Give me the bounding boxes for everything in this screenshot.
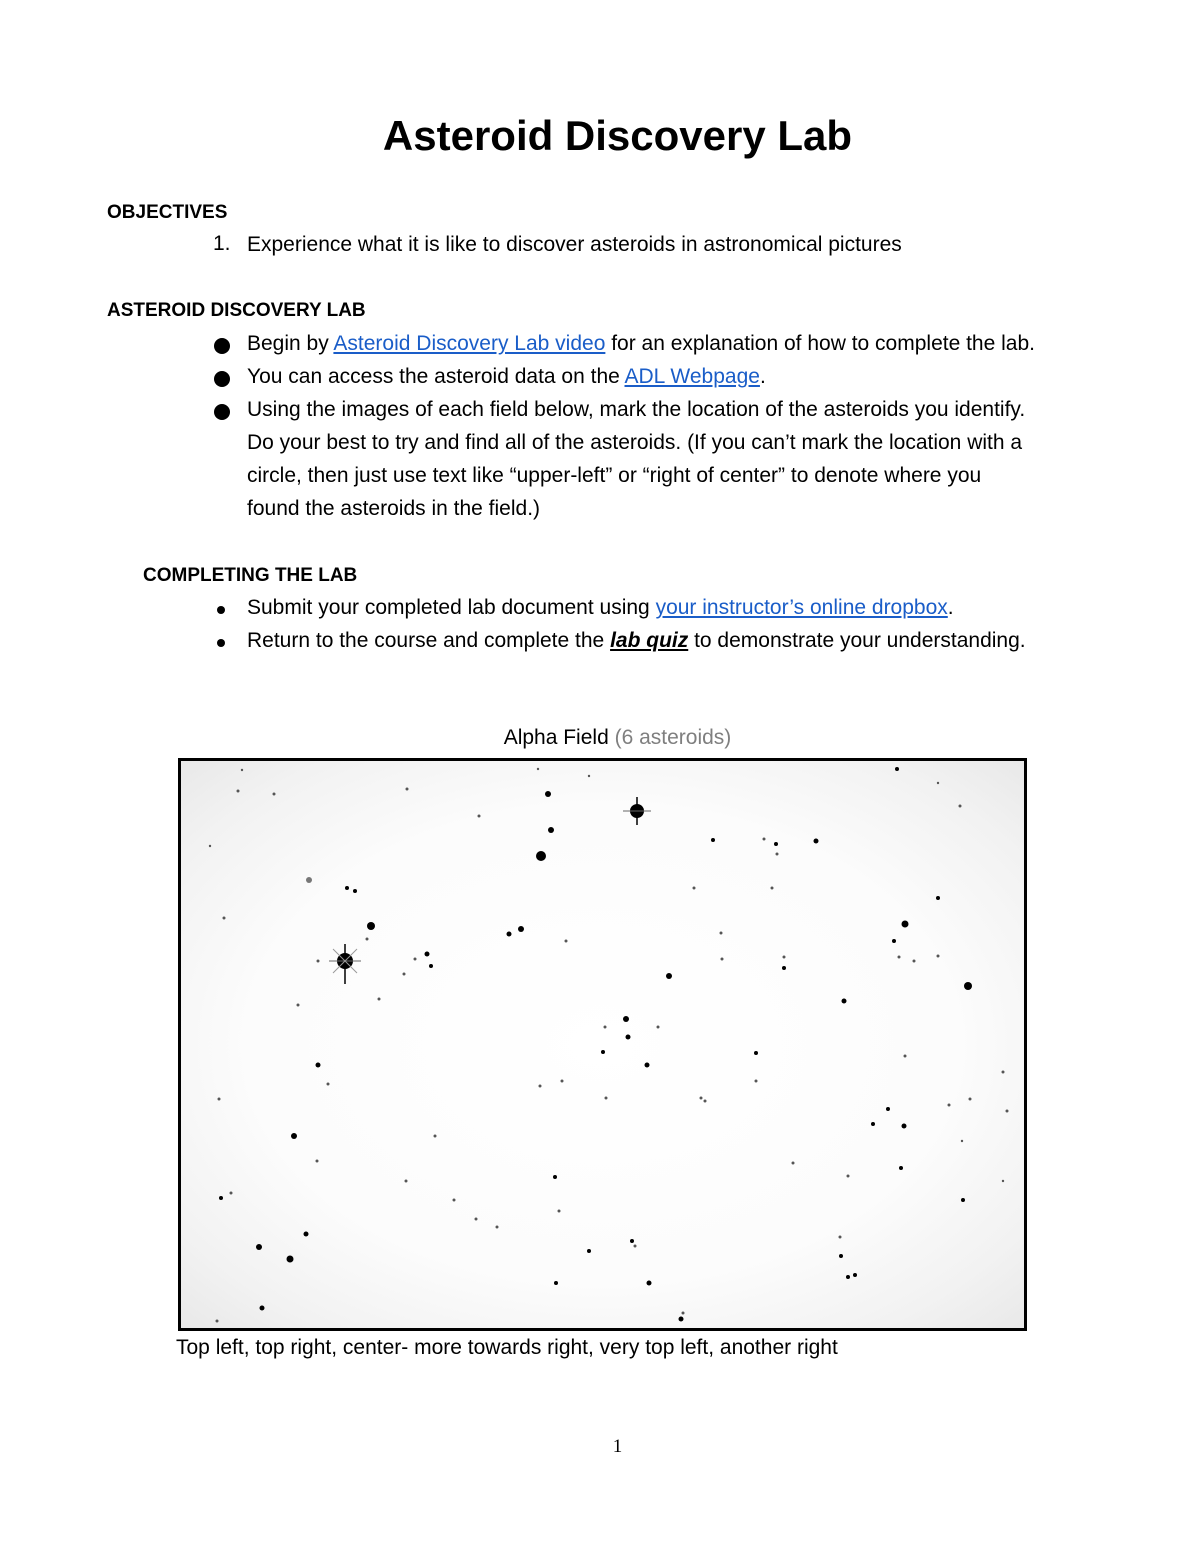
lab-bullet-2-suffix: . bbox=[759, 365, 766, 388]
lab-bullet-3-line: Using the images of each field below, mark the location of the asteroids you identify. bbox=[247, 398, 1026, 421]
field-background bbox=[181, 761, 1024, 1328]
lab-heading: ASTEROID DISCOVERY LAB bbox=[107, 300, 366, 321]
bullet-icon bbox=[214, 338, 230, 354]
lab-bullet-2 bbox=[247, 360, 766, 393]
page-number: 1 bbox=[612, 1436, 623, 1457]
page-title: Asteroid Discovery Lab bbox=[382, 112, 853, 159]
objective-text: Experience what it is like to discover asteroids in astronomical pictures bbox=[247, 233, 902, 256]
lab-bullet-3 bbox=[247, 393, 1025, 525]
lab-bullet-1-prefix: Begin by bbox=[247, 332, 334, 355]
lab-bullet-2-prefix: You can access the asteroid data on the bbox=[247, 365, 625, 388]
completing-bullet-2-prefix: Return to the course and complete the bbox=[247, 629, 611, 652]
lab-bullet-3-line: Do your best to try and find all of the asteroids. (If you can’t mark the location with a bbox=[247, 431, 1023, 454]
bullet-icon bbox=[217, 639, 225, 647]
field-name: Alpha Field bbox=[503, 726, 609, 749]
completing-heading: COMPLETING THE LAB bbox=[143, 565, 358, 586]
star-field-svg bbox=[181, 761, 1024, 1328]
bullet-icon bbox=[214, 404, 230, 420]
lab-quiz-link[interactable]: lab quiz bbox=[610, 629, 689, 652]
alpha-field-image[interactable] bbox=[178, 758, 1027, 1331]
lab-bullet-3-line: found the asteroids in the field.) bbox=[247, 497, 541, 520]
bullet-icon bbox=[214, 371, 230, 387]
completing-bullet-1-suffix: . bbox=[947, 596, 954, 619]
dropbox-link[interactable]: your instructor’s online dropbox bbox=[655, 596, 948, 619]
completing-bullet-2 bbox=[247, 624, 1026, 657]
bullet-icon bbox=[217, 606, 225, 614]
objectives-heading: OBJECTIVES bbox=[107, 202, 228, 223]
star bbox=[306, 877, 312, 883]
field-caption bbox=[0, 726, 1200, 750]
field-asteroid-count: (6 asteroids) bbox=[614, 726, 732, 749]
lab-bullet-1-suffix: for an explanation of how to complete the lab. bbox=[605, 332, 1035, 355]
adl-webpage-link[interactable]: ADL Webpage bbox=[624, 365, 760, 388]
completing-bullet-1 bbox=[247, 591, 954, 624]
video-link[interactable]: Asteroid Discovery Lab video bbox=[333, 332, 606, 355]
objective-number: 1. bbox=[213, 232, 231, 255]
student-answer[interactable]: Top left, top right, center- more towards right, very top left, another right bbox=[176, 1336, 838, 1359]
lab-bullet-3-line: circle, then just use text like “upper-left” or “right of center” to denote where you bbox=[247, 464, 982, 487]
completing-bullet-2-suffix: to demonstrate your understanding. bbox=[688, 629, 1026, 652]
completing-bullet-1-prefix: Submit your completed lab document using bbox=[247, 596, 656, 619]
lab-bullet-1 bbox=[247, 327, 1035, 360]
